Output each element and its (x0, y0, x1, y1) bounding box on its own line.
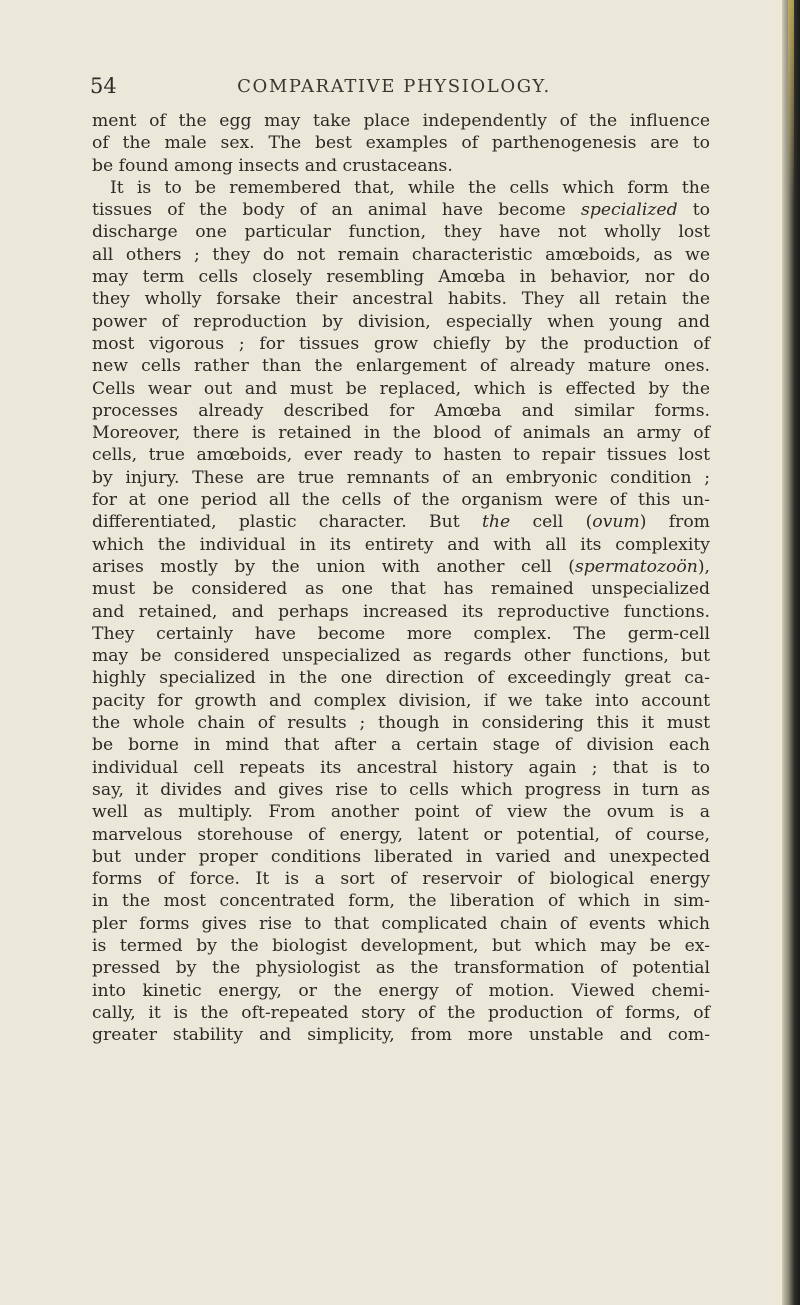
text-line: of the male sex. The best examples of parthenogenesis are to (92, 133, 710, 154)
text-line: new cells rather than the enlargement of already mature ones. (92, 356, 710, 377)
text-line: they wholly forsake their ancestral habits. They all retain the (92, 289, 710, 310)
text-line: power of reproduction by division, especially when young and (92, 311, 710, 332)
text-line: well as multiply. From another point of view the ovum is a (92, 802, 710, 823)
text-line (92, 556, 710, 578)
text-line: and retained, and perhaps increased its reproductive functions. (92, 601, 710, 622)
running-head: COMPARATIVE PHYSIOLOGY. (237, 76, 551, 97)
text-line: into kinetic energy, or the energy of motion. Viewed chemi- (92, 980, 710, 1001)
italic-term: specialized (581, 200, 678, 221)
text-line: pler forms gives rise to that complicated chain of events which (92, 913, 710, 934)
text-line: may term cells closely resembling Amœba in behavior, nor do (92, 267, 710, 288)
text-run: ) from (639, 512, 710, 533)
text-line: the whole chain of results ; though in considering this it must (92, 713, 710, 734)
page-header (0, 74, 788, 102)
text-run: arises mostly by the union with another cell ( (92, 556, 575, 577)
text-line: say, it divides and gives rise to cells which progress in turn as (92, 779, 710, 800)
italic-term: spermatozoön (574, 556, 698, 577)
text-line: most vigorous ; for tissues grow chiefly by the production of (92, 333, 710, 354)
page-edge-tint (788, 0, 794, 200)
body-text (92, 110, 710, 1046)
text-line: greater stability and simplicity, from more unstable and com- (92, 1025, 710, 1046)
text-line: be borne in mind that after a certain stage of division each (92, 735, 710, 756)
text-line: by injury. These are true remnants of an embryonic condition ; (92, 467, 710, 488)
text-run: ), (697, 556, 710, 577)
text-line: be found among insects and crustaceans. (92, 155, 453, 176)
text-line: cally, it is the oft-repeated story of the production of forms, of (92, 1002, 710, 1023)
text-line: is termed by the biologist development, but which may be ex- (92, 935, 710, 956)
text-line: individual cell repeats its ancestral history again ; that is to (92, 757, 710, 778)
text-line (92, 511, 710, 533)
text-run: differentiated, plastic character. But (92, 512, 482, 533)
text-line: which the individual in its entirety and with all its complexity (92, 534, 710, 555)
text-line: It is to be remembered that, while the cells which form the (110, 177, 710, 198)
text-line: highly specialized in the one direction of exceedingly great ca- (92, 668, 710, 689)
text-run: cell ( (510, 512, 593, 533)
text-line: processes already described for Amœba and similar forms. (92, 400, 710, 421)
text-line: in the most concentrated form, the liberation of which in sim- (92, 891, 710, 912)
text-line: ment of the egg may take place independently of the influence (92, 111, 710, 131)
page-number: 54 (90, 74, 117, 98)
text-line: cells, true amœboids, ever ready to hasten to repair tissues lost (92, 445, 710, 466)
text-run: tissues of the body of an animal have become (92, 200, 581, 221)
text-line: may be considered unspecialized as regards other functions, but (92, 646, 710, 667)
text-line: Moreover, there is retained in the blood of animals an army of (92, 423, 710, 444)
italic-term: ovum (592, 512, 640, 533)
text-line: but under proper conditions liberated in varied and unexpected (92, 846, 710, 867)
text-line: discharge one particular function, they have not wholly lost (92, 222, 710, 243)
text-run: to (677, 200, 710, 221)
text-line: pacity for growth and complex division, if we take into account (92, 690, 710, 711)
text-line: must be considered as one that has remained unspecialized (92, 579, 710, 600)
text-line: They certainly have become more complex. The germ-cell (92, 623, 710, 644)
text-line (92, 199, 710, 221)
text-line: Cells wear out and must be replaced, which is effected by the (92, 378, 710, 399)
text-line: for at one period all the cells of the organism were of this un- (92, 490, 710, 511)
text-line: marvelous storehouse of energy, latent or potential, of course, (92, 824, 710, 845)
text-line: pressed by the physiologist as the transformation of potential (92, 958, 710, 979)
text-line: forms of force. It is a sort of reservoir of biological energy (92, 869, 710, 890)
italic-term: the (481, 512, 511, 533)
text-line: all others ; they do not remain characteristic amœboids, as we (92, 244, 710, 265)
